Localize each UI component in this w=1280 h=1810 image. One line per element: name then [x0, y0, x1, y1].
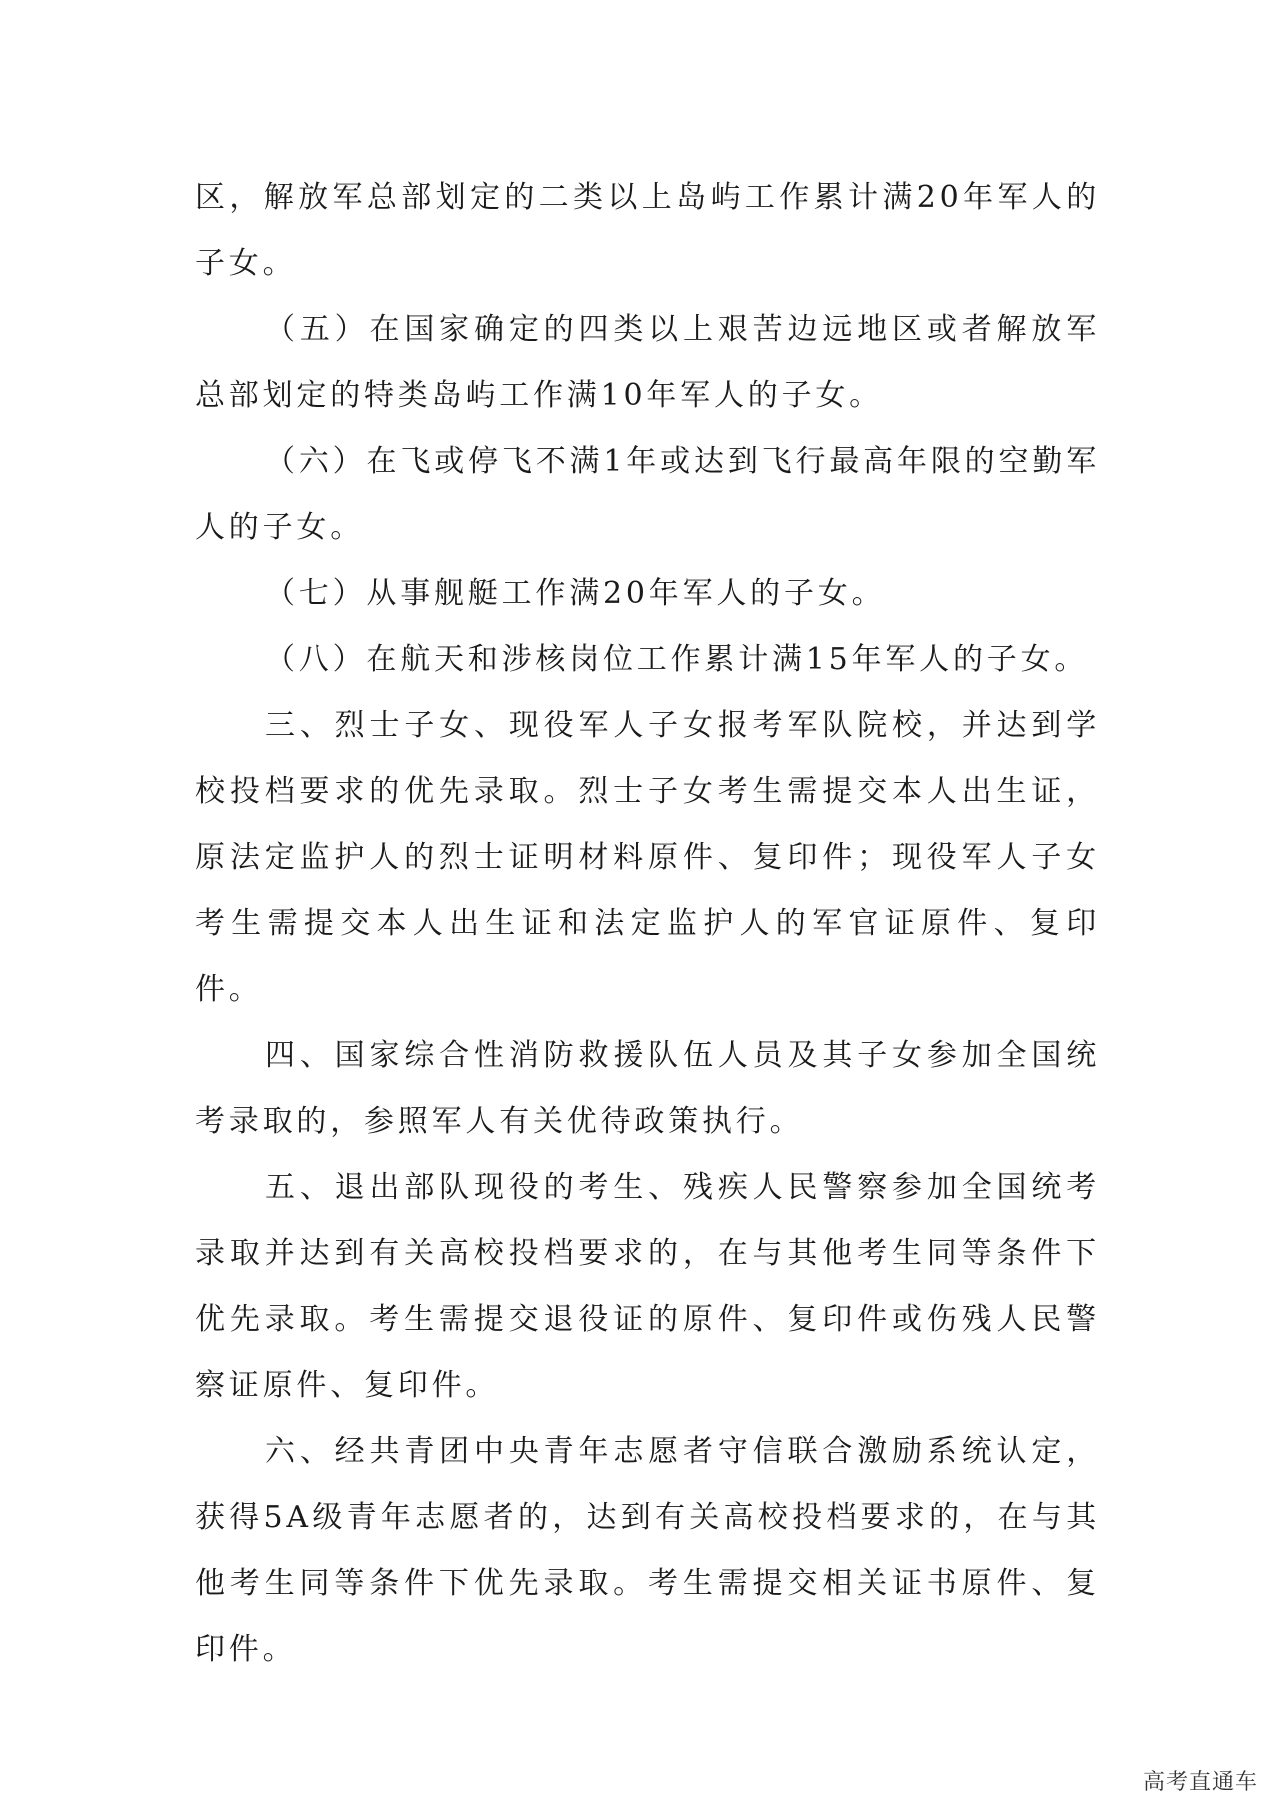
paragraph-item-7: （七）从事舰艇工作满20年军人的子女。 — [265, 576, 886, 611]
document-body — [195, 165, 1100, 1683]
paragraph-section-5: 五、退出部队现役的考生、残疾人民警察参加全国统考录取并达到有关高校投档要求的，在与其他考生同等条件下优先录取。考生需提交退役证的原件、复印件或伤残人民警察证原件、复印件。 — [195, 1170, 1100, 1403]
watermark-label: 高考直通车 — [1142, 1770, 1258, 1795]
paragraph-section-4: 四、国家综合性消防救援队伍人员及其子女参加全国统考录取的，参照军人有关优待政策执行。 — [195, 1038, 1100, 1139]
paragraph-section-3: 三、烈士子女、现役军人子女报考军队院校，并达到学校投档要求的优先录取。烈士子女考生需提交本人出生证，原法定监护人的烈士证明材料原件、复印件；现役军人子女考生需提交本人出生证和法定监护人的军官证原件、复印件。 — [195, 708, 1100, 1007]
paragraph-continuation: 区，解放军总部划定的二类以上岛屿工作累计满20年军人的子女。 — [195, 180, 1100, 281]
paragraph-item-5: （五）在国家确定的四类以上艰苦边远地区或者解放军总部划定的特类岛屿工作满10年军人的子女。 — [195, 312, 1100, 413]
paragraph-section-6: 六、经共青团中央青年志愿者守信联合激励系统认定，获得5A级青年志愿者的，达到有关高校投档要求的，在与其他考生同等条件下优先录取。考生需提交相关证书原件、复印件。 — [195, 1434, 1100, 1667]
paragraph-item-6: （六）在飞或停飞不满1年或达到飞行最高年限的空勤军人的子女。 — [195, 444, 1100, 545]
paragraph-item-8: （八）在航天和涉核岗位工作累计满15年军人的子女。 — [265, 642, 1089, 677]
